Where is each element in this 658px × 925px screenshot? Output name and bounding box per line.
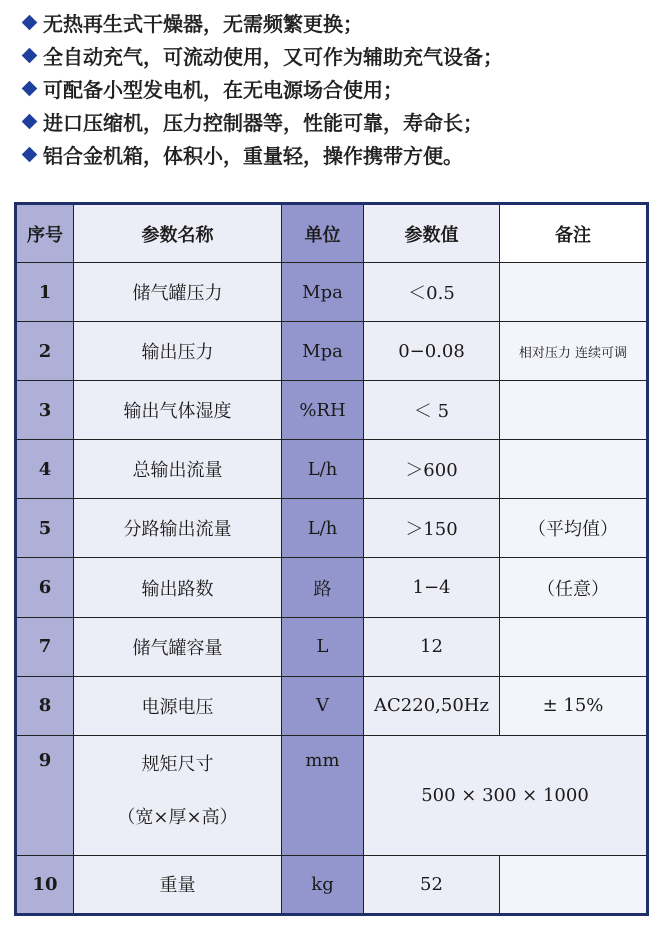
- row-note: （平均值）: [500, 499, 648, 558]
- row-value: ＞600: [364, 440, 500, 499]
- diamond-bullet-icon: [22, 15, 38, 31]
- feature-item: [22, 72, 642, 105]
- row-no: 1: [16, 263, 74, 322]
- table-row: [16, 855, 648, 914]
- row-name: 电源电压: [74, 676, 282, 735]
- row-no: 7: [16, 617, 74, 676]
- header-name: 参数名称: [74, 204, 282, 263]
- row-unit: L: [282, 617, 364, 676]
- row-value: ＜ 5: [364, 381, 500, 440]
- row-unit: %RH: [282, 381, 364, 440]
- row-value: ＞150: [364, 499, 500, 558]
- row-name-dimensions: （宽×厚×高）: [117, 806, 238, 828]
- row-note: [500, 381, 648, 440]
- spec-table: [14, 202, 649, 916]
- row-no: 2: [16, 322, 74, 381]
- header-note: 备注: [500, 204, 648, 263]
- feature-item: [22, 138, 642, 171]
- row-note: [500, 263, 648, 322]
- feature-text: 可配备小型发电机，在无电源场合使用；: [43, 78, 403, 102]
- diamond-bullet-icon: [22, 147, 38, 163]
- row-name: 规矩尺寸: [141, 753, 214, 775]
- row-no: 9: [16, 735, 74, 855]
- row-name: 输出气体湿度: [74, 381, 282, 440]
- row-no: 4: [16, 440, 74, 499]
- diamond-bullet-icon: [22, 48, 38, 64]
- row-unit: mm: [282, 735, 364, 855]
- diamond-bullet-icon: [22, 114, 38, 130]
- feature-text: 铝合金机箱，体积小，重量轻，操作携带方便。: [43, 144, 463, 168]
- row-name: 输出压力: [74, 322, 282, 381]
- row-name-cell: [74, 735, 282, 855]
- row-value: 0−0.08: [364, 322, 500, 381]
- table-row: [16, 499, 648, 558]
- row-name: 总输出流量: [74, 440, 282, 499]
- row-value: 12: [364, 617, 500, 676]
- feature-list: [22, 6, 642, 171]
- table-row: [16, 440, 648, 499]
- row-name: 储气罐容量: [74, 617, 282, 676]
- row-value: 1−4: [364, 558, 500, 617]
- table-row: [16, 322, 648, 381]
- row-no: 5: [16, 499, 74, 558]
- feature-item: [22, 6, 642, 39]
- row-unit: L/h: [282, 440, 364, 499]
- row-note: [500, 440, 648, 499]
- table-row: [16, 558, 648, 617]
- table-row: [16, 617, 648, 676]
- row-value: AC220,50Hz: [364, 676, 500, 735]
- row-note: 相对压力 连续可调: [500, 322, 648, 381]
- table-row: [16, 676, 648, 735]
- row-name: 重量: [74, 855, 282, 914]
- feature-text: 进口压缩机，压力控制器等，性能可靠，寿命长；: [43, 111, 483, 135]
- row-note: ± 15%: [500, 676, 648, 735]
- row-value: ＜0.5: [364, 263, 500, 322]
- row-unit: Mpa: [282, 263, 364, 322]
- diamond-bullet-icon: [22, 81, 38, 97]
- row-value: 500 × 300 × 1000: [364, 735, 648, 855]
- row-no: 10: [16, 855, 74, 914]
- row-unit: V: [282, 676, 364, 735]
- row-name: 储气罐压力: [74, 263, 282, 322]
- row-unit: kg: [282, 855, 364, 914]
- row-no: 3: [16, 381, 74, 440]
- row-value: 52: [364, 855, 500, 914]
- table-row: [16, 263, 648, 322]
- row-unit: L/h: [282, 499, 364, 558]
- header-no: 序号: [16, 204, 74, 263]
- table-row: [16, 381, 648, 440]
- row-no: 8: [16, 676, 74, 735]
- table-header-row: [16, 204, 648, 263]
- feature-text: 无热再生式干燥器，无需频繁更换；: [43, 12, 363, 36]
- feature-item: [22, 105, 642, 138]
- row-no: 6: [16, 558, 74, 617]
- row-unit: 路: [282, 558, 364, 617]
- header-value: 参数值: [364, 204, 500, 263]
- row-unit: Mpa: [282, 322, 364, 381]
- row-note: [500, 617, 648, 676]
- header-unit: 单位: [282, 204, 364, 263]
- row-note: [500, 855, 648, 914]
- row-name: 分路输出流量: [74, 499, 282, 558]
- table-row: [16, 735, 648, 855]
- row-name: 输出路数: [74, 558, 282, 617]
- feature-item: [22, 39, 642, 72]
- row-note: （任意）: [500, 558, 648, 617]
- feature-text: 全自动充气，可流动使用，又可作为辅助充气设备；: [43, 45, 503, 69]
